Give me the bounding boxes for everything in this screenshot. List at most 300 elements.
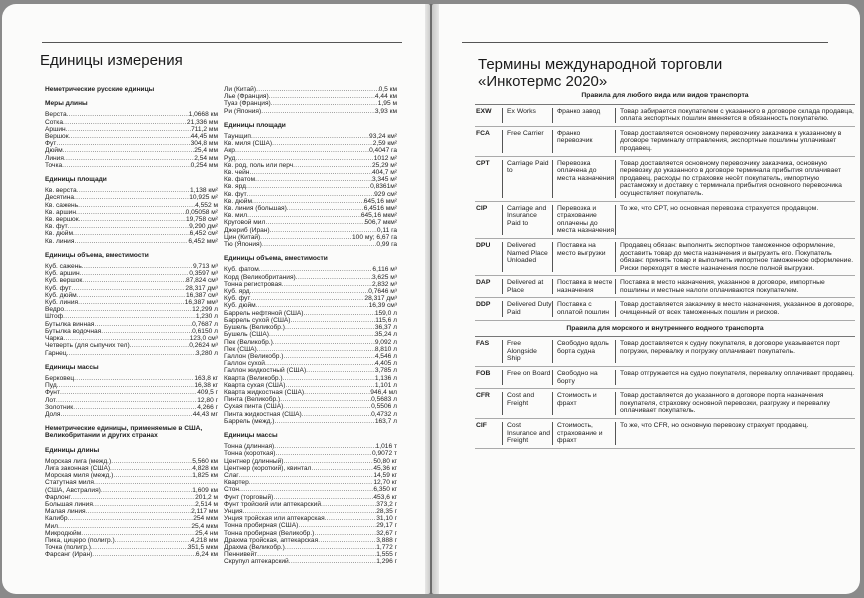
- unit-name: Мил: [45, 522, 59, 530]
- unit-name: Туаз (Франция): [224, 100, 271, 108]
- term-code: DDP: [476, 301, 491, 309]
- dot-leader: [247, 191, 374, 198]
- units-row: [224, 162, 397, 169]
- units-row: [45, 209, 218, 216]
- unit-name: Центнер (длинный): [224, 457, 284, 465]
- unit-value: 0,5683 л: [371, 396, 397, 404]
- unit-name: Пек (Великобр.): [224, 338, 273, 346]
- dot-leader: [71, 494, 195, 501]
- unit-value: 28,35 г: [376, 507, 397, 515]
- units-row: [45, 202, 218, 209]
- unit-name: Акр: [224, 147, 235, 155]
- dot-leader: [71, 285, 185, 292]
- dot-leader: [289, 558, 377, 565]
- left-rule: [42, 42, 402, 43]
- units-row: [45, 162, 218, 169]
- dot-leader: [296, 274, 372, 281]
- units-row: [45, 375, 218, 382]
- unit-value: 31,10 г: [376, 515, 397, 523]
- units-row: [224, 479, 397, 486]
- dot-leader: [261, 108, 375, 115]
- units-row: [224, 93, 397, 100]
- unit-name: Баррель нефтяной (США): [224, 309, 304, 317]
- unit-value: 35,24 л: [374, 331, 397, 339]
- units-row: [224, 147, 397, 154]
- dot-leader: [76, 209, 186, 216]
- unit-name: Куб. дюйм: [45, 291, 77, 299]
- dot-leader: [282, 281, 372, 288]
- units-row: [224, 353, 397, 360]
- unit-name: Галлон жидкостный (США): [224, 367, 307, 375]
- unit-value: 0,2624 м³: [189, 342, 218, 350]
- unit-value: 1,296 г: [376, 558, 397, 566]
- units-row: [45, 119, 218, 126]
- dot-leader: [93, 501, 195, 508]
- units-section-heading: Меры длины: [45, 100, 88, 108]
- dot-leader: [243, 508, 377, 515]
- unit-name: Куб. сажень: [45, 263, 82, 271]
- units-section-heading: Неметрические единицы, применяемые в США, Великобритании и других странах: [45, 425, 203, 440]
- term-description: Товар доставляется до указанного в договоре порта назначения покупателя, страховку основной перевозки, разгрузку и перевалку оплачивает покупатель.: [615, 392, 855, 415]
- unit-name: Аршин: [45, 125, 66, 133]
- unit-value: 0,05058 м²: [185, 208, 218, 216]
- units-row: [224, 530, 397, 537]
- dot-leader: [111, 458, 192, 465]
- dot-leader: [74, 238, 188, 245]
- dot-leader: [283, 353, 374, 360]
- unit-value: 645,16 мм²: [363, 197, 397, 205]
- dot-leader: [275, 418, 375, 425]
- units-row: [45, 285, 218, 292]
- dot-leader: [271, 100, 378, 107]
- unit-value: 25,29 м²: [371, 161, 397, 169]
- unit-name: Драхма тройская, аптекарская: [224, 536, 319, 544]
- unit-name: Кварта (Великобр.): [224, 374, 283, 382]
- dot-leader: [255, 176, 372, 183]
- unit-value: 16,387 мм³: [184, 299, 218, 307]
- units-row: [224, 155, 397, 162]
- unit-value: 1,772 г: [376, 543, 397, 551]
- unit-value: 93,24 км²: [369, 133, 397, 141]
- units-row: [45, 515, 218, 522]
- dot-leader: [77, 187, 190, 194]
- unit-value: 2,117 мм: [191, 508, 218, 516]
- units-row: [224, 169, 397, 176]
- unit-value: 201,2 м: [195, 493, 218, 501]
- unit-value: 0,7646 м³: [368, 288, 397, 296]
- dot-leader: [74, 194, 189, 201]
- unit-value: 10,925 м²: [189, 194, 218, 202]
- dot-leader: [56, 397, 197, 404]
- dot-leader: [272, 140, 373, 147]
- dot-leader: [251, 133, 369, 140]
- unit-value: 2,514 м: [195, 500, 218, 508]
- unit-name: Пеннивейт: [224, 551, 258, 559]
- units-row: [45, 342, 218, 349]
- unit-name: Куб. линия: [45, 299, 79, 307]
- unit-value: 6,116 м³: [372, 266, 397, 274]
- unit-value: 0,7687 л: [192, 320, 218, 328]
- unit-name: Доля: [45, 410, 61, 418]
- unit-name: Кв. чейн: [224, 169, 250, 177]
- term-code: FCA: [476, 129, 490, 137]
- unit-value: 3,625 м³: [371, 273, 397, 281]
- term-english: Cost Insurance and Freight: [502, 422, 552, 445]
- units-row: [45, 292, 218, 299]
- units-row: [224, 508, 397, 515]
- units-row: [224, 324, 397, 331]
- unit-value: 3,93 км: [374, 107, 397, 115]
- term-russian: Франко завод: [552, 108, 615, 123]
- dot-leader: [314, 530, 376, 537]
- dot-leader: [115, 537, 191, 544]
- dot-leader: [78, 202, 195, 209]
- units-row: [45, 335, 218, 342]
- units-row: [224, 382, 397, 389]
- unit-name: Галлон (Великобр.): [224, 352, 284, 360]
- units-row: [224, 205, 397, 212]
- unit-value: 0,4732 л: [371, 410, 397, 418]
- unit-value: 254 мкм: [193, 515, 218, 523]
- units-row: [224, 331, 397, 338]
- dot-leader: [101, 328, 192, 335]
- term-russian: Перевозка оплачена до места назначения: [552, 160, 615, 198]
- unit-value: 6,4516 мм²: [363, 205, 397, 213]
- term-code: DAP: [476, 279, 491, 287]
- unit-value: 304,8 мм: [190, 140, 218, 148]
- unit-value: 0,4047 га: [369, 147, 397, 155]
- unit-value: 25,4 мкм: [191, 522, 218, 530]
- unit-name: Морская миля (межд.): [45, 472, 114, 480]
- unit-name: Тонна пробирная (США): [224, 522, 299, 530]
- unit-name: Тю (Япония): [224, 241, 262, 249]
- dot-leader: [283, 375, 375, 382]
- unit-name: Дюйм: [45, 147, 63, 155]
- unit-value: 351,5 мкм: [187, 544, 218, 552]
- units-row: [224, 176, 397, 183]
- dot-leader: [262, 241, 377, 248]
- term-description: Товар забирается покупателем с указанного в договоре склада продавца, оплата экспортных пошлин вменяется в обязанность покупателю.: [615, 108, 855, 123]
- unit-name: Тонна пробирная (Великобр.): [224, 529, 315, 537]
- units-row: [224, 339, 397, 346]
- table-row: [475, 389, 855, 419]
- dot-leader: [113, 472, 192, 479]
- term-russian: Стоимость, страхование и фрахт: [552, 422, 615, 445]
- unit-name: Кв. фатом: [224, 176, 256, 184]
- table-group-heading: Правила для любого вида или видов транспорта: [475, 90, 855, 105]
- unit-value: 2,59 км²: [372, 140, 397, 148]
- unit-name: Десятина: [45, 194, 75, 202]
- unit-value: 21,336 мм: [186, 118, 218, 126]
- table-group-heading: Правила для морского и внутреннего водного транспорта: [475, 323, 855, 338]
- unit-value: 1,0668 км: [188, 111, 218, 119]
- dot-leader: [256, 302, 369, 309]
- units-row: [224, 558, 397, 565]
- unit-name: Чарка: [45, 335, 64, 343]
- term-code: FOB: [476, 370, 491, 378]
- dot-leader: [58, 523, 191, 530]
- unit-value: 50,80 кг: [373, 457, 397, 465]
- unit-value: 4,552 м: [195, 201, 218, 209]
- unit-name: Кв. дюйм: [45, 230, 74, 238]
- dot-leader: [78, 299, 185, 306]
- unit-value: 1,101 л: [374, 381, 397, 389]
- term-english: Carriage Paid to: [502, 160, 552, 198]
- term-english: Delivered Duty Paid: [502, 301, 552, 316]
- unit-name: Кв. мил: [224, 212, 248, 220]
- unit-name: Баррель сухой (США): [224, 316, 291, 324]
- dot-leader: [57, 382, 195, 389]
- dot-leader: [60, 389, 197, 396]
- unit-name: Бутылка винная: [45, 320, 95, 328]
- unit-value: 645,16 мкм²: [360, 212, 397, 220]
- units-row: [45, 133, 218, 140]
- unit-name: Лье (Франция): [224, 93, 269, 101]
- units-row: [224, 450, 397, 457]
- table-row: [475, 337, 855, 367]
- unit-name: Унция: [224, 507, 243, 515]
- unit-name: Кв. верста: [45, 187, 77, 195]
- table-row: [475, 367, 855, 389]
- table-row: [475, 276, 855, 298]
- units-row: [45, 147, 218, 154]
- unit-value: 1,555 г: [376, 551, 397, 559]
- units-row: [45, 321, 218, 328]
- unit-value: 3,280 л: [195, 349, 218, 357]
- dot-leader: [82, 263, 193, 270]
- unit-name: Куб. ярд: [224, 288, 250, 296]
- unit-name: Вершок: [45, 133, 69, 141]
- units-row: [45, 230, 218, 237]
- incoterms-table: [475, 90, 855, 449]
- unit-value: 115,6 л: [375, 316, 397, 324]
- dot-leader: [67, 515, 193, 522]
- dot-leader: [265, 360, 375, 367]
- unit-value: 6,350 кг: [373, 486, 397, 494]
- term-description: Товар доставляется основному перевозчику заказчика, основную перевозку до указанного в договоре терминала прибытия оплачивает продавец, расходы по страховке несёт покупатель, импортную растаможку и доставку с терминала прибытия основного перевозчика осуществляет покупатель.: [615, 160, 855, 198]
- units-row: [45, 350, 218, 357]
- dot-leader: [250, 288, 369, 295]
- unit-value: 2,832 м³: [371, 280, 397, 288]
- units-row: [45, 472, 218, 479]
- unit-value: 163,7 л: [374, 417, 397, 425]
- unit-name: Баррель (межд.): [224, 417, 275, 425]
- dot-leader: [94, 321, 192, 328]
- dot-leader: [285, 544, 376, 551]
- dot-leader: [74, 375, 194, 382]
- term-english: Delivered Named Place Unloaded: [502, 242, 552, 272]
- unit-name: Корд (Великобритания): [224, 273, 296, 281]
- units-row: [224, 551, 397, 558]
- term-english: Free on Board: [502, 370, 552, 385]
- unit-name: Куб. дюйм: [224, 302, 256, 310]
- unit-value: 0,11 га: [376, 226, 397, 234]
- dot-leader: [306, 367, 375, 374]
- units-row: [45, 487, 218, 494]
- units-row: [45, 306, 218, 313]
- unit-name: Точка (полигр.): [45, 544, 91, 552]
- units-row: [224, 274, 397, 281]
- unit-name: Верста: [45, 111, 67, 119]
- term-code: CPT: [476, 159, 490, 167]
- dot-leader: [265, 219, 364, 226]
- unit-name: Фарлонг: [45, 493, 71, 501]
- units-row: [224, 86, 397, 93]
- unit-value: 45,36 кг: [373, 464, 397, 472]
- units-row: [45, 458, 218, 465]
- term-russian: Поставка в месте назначения: [552, 279, 615, 294]
- unit-value: 12,80 г: [197, 396, 218, 404]
- unit-name: Драхма (Великобр.): [224, 543, 285, 551]
- dot-leader: [92, 551, 196, 558]
- unit-name: Кв. линия (большая): [224, 205, 287, 213]
- dot-leader: [259, 266, 373, 273]
- dot-leader: [239, 472, 374, 479]
- dot-leader: [66, 126, 191, 133]
- term-description: Товар доставляется к судну покупателя, в договоре указывается порт погрузки, перевалку и погрузку оплачивает покупатель.: [615, 340, 855, 363]
- unit-name: Золотник: [45, 403, 74, 411]
- dot-leader: [285, 382, 374, 389]
- units-row: [45, 328, 218, 335]
- units-row: [224, 198, 397, 205]
- term-description: То же, что CPT, но основная перевозка страхуется продавцом.: [615, 205, 855, 235]
- units-row: [45, 551, 218, 558]
- dot-leader: [247, 212, 361, 219]
- unit-name: Фарсанг (Иран): [45, 551, 93, 559]
- unit-value: 946,4 мл: [370, 388, 397, 396]
- units-row: [45, 194, 218, 201]
- unit-value: 163,8 кг: [194, 374, 218, 382]
- dot-leader: [246, 183, 370, 190]
- unit-name: Пика, цицеро (полигр.): [45, 536, 115, 544]
- units-row: [45, 537, 218, 544]
- term-code: CFR: [476, 392, 490, 400]
- units-row: [45, 544, 218, 551]
- unit-value: 16,387 см³: [185, 291, 218, 299]
- unit-value: 506,7 мкм²: [364, 219, 397, 227]
- unit-name: Фунт (торговый): [224, 493, 274, 501]
- units-section-heading: Единицы площади: [45, 176, 107, 184]
- unit-name: Гарнец: [45, 349, 67, 357]
- unit-name: Кварта сухая (США): [224, 381, 286, 389]
- unit-value: 44,43 мг: [192, 410, 218, 418]
- units-row: [45, 501, 218, 508]
- unit-name: Таунщип: [224, 133, 251, 141]
- unit-name: Квартер: [224, 479, 249, 487]
- unit-name: Тонна (короткая): [224, 450, 276, 458]
- units-section-heading: Единицы площади: [224, 121, 286, 129]
- term-code: CIP: [476, 204, 488, 212]
- table-row: [475, 157, 855, 202]
- term-english: Free Carrier: [502, 130, 552, 153]
- unit-value: 9,092 л: [374, 338, 397, 346]
- dot-leader: [63, 335, 189, 342]
- dot-leader: [249, 479, 374, 486]
- unit-name: Микродюйм: [45, 529, 82, 537]
- unit-name: Лот: [45, 396, 56, 404]
- dot-leader: [257, 346, 375, 353]
- unit-name: Ли (Китай): [224, 86, 257, 93]
- unit-name: Кв. ярд: [224, 183, 246, 191]
- dot-leader: [101, 487, 192, 494]
- units-row: [45, 313, 218, 320]
- dot-leader: [318, 537, 376, 544]
- units-row: [45, 263, 218, 270]
- unit-value: 14,59 кг: [373, 471, 397, 479]
- dot-leader: [250, 295, 364, 302]
- unit-name: Стон: [224, 486, 240, 494]
- dot-leader: [77, 292, 186, 299]
- term-russian: Поставка с оплатой пошлин: [552, 301, 615, 316]
- dot-leader: [63, 119, 187, 126]
- dot-leader: [321, 501, 376, 508]
- term-russian: Свободно на борту: [552, 370, 615, 385]
- right-rule: [462, 42, 828, 43]
- units-row: [224, 443, 397, 450]
- dot-leader: [325, 515, 377, 522]
- units-row: [224, 310, 397, 317]
- dot-leader: [257, 551, 376, 558]
- units-row: [45, 238, 218, 245]
- dot-leader: [260, 234, 352, 241]
- unit-value: 9,290 дм²: [189, 223, 218, 231]
- unit-value: 404,7 м²: [371, 169, 397, 177]
- units-section-heading: Единицы массы: [224, 431, 278, 439]
- term-english: Ex Works: [502, 108, 552, 123]
- dot-leader: [82, 277, 186, 284]
- dot-leader: [67, 350, 196, 357]
- unit-name: Галлон сухой: [224, 360, 265, 368]
- units-row: [224, 346, 397, 353]
- term-russian: Франко перевозчик: [552, 130, 615, 153]
- table-row: [475, 239, 855, 276]
- unit-value: 0,3597 м³: [189, 270, 218, 278]
- unit-value: 2,54 мм: [194, 154, 218, 162]
- dot-leader: [275, 450, 372, 457]
- unit-name: Тонна (длинная): [224, 443, 275, 451]
- dot-leader: [287, 205, 364, 212]
- unit-value: 6,24 км: [195, 551, 218, 559]
- units-row: [45, 155, 218, 162]
- dot-leader: [63, 147, 195, 154]
- term-code: FAS: [476, 340, 490, 348]
- unit-name: Скрупул аптекарский: [224, 558, 289, 566]
- unit-name: Пинта (Великобр.): [224, 396, 281, 404]
- units-title: Единицы измерения: [40, 52, 183, 69]
- units-row: [45, 382, 218, 389]
- unit-name: Куб. аршин: [45, 270, 80, 278]
- unit-name: Тонна регистровая: [224, 280, 282, 288]
- dot-leader: [293, 162, 372, 169]
- unit-value: 1,825 км: [192, 472, 218, 480]
- units-column-2: [224, 86, 397, 566]
- unit-name: Точка: [45, 161, 63, 169]
- unit-name: Кв. сажень: [45, 201, 79, 209]
- table-row: [475, 202, 855, 239]
- units-row: [45, 397, 218, 404]
- unit-value: 29,17 г: [376, 522, 397, 530]
- dot-leader: [239, 486, 373, 493]
- unit-value: 12,299 л: [192, 306, 218, 314]
- units-row: [224, 458, 397, 465]
- dot-leader: [94, 479, 218, 486]
- unit-name: Кв. фут: [45, 223, 68, 231]
- term-code: CIF: [476, 422, 487, 429]
- unit-value: 16,39 см³: [368, 302, 397, 310]
- units-row: [224, 108, 397, 115]
- unit-name: Ведро: [45, 306, 65, 314]
- dot-leader: [68, 223, 189, 230]
